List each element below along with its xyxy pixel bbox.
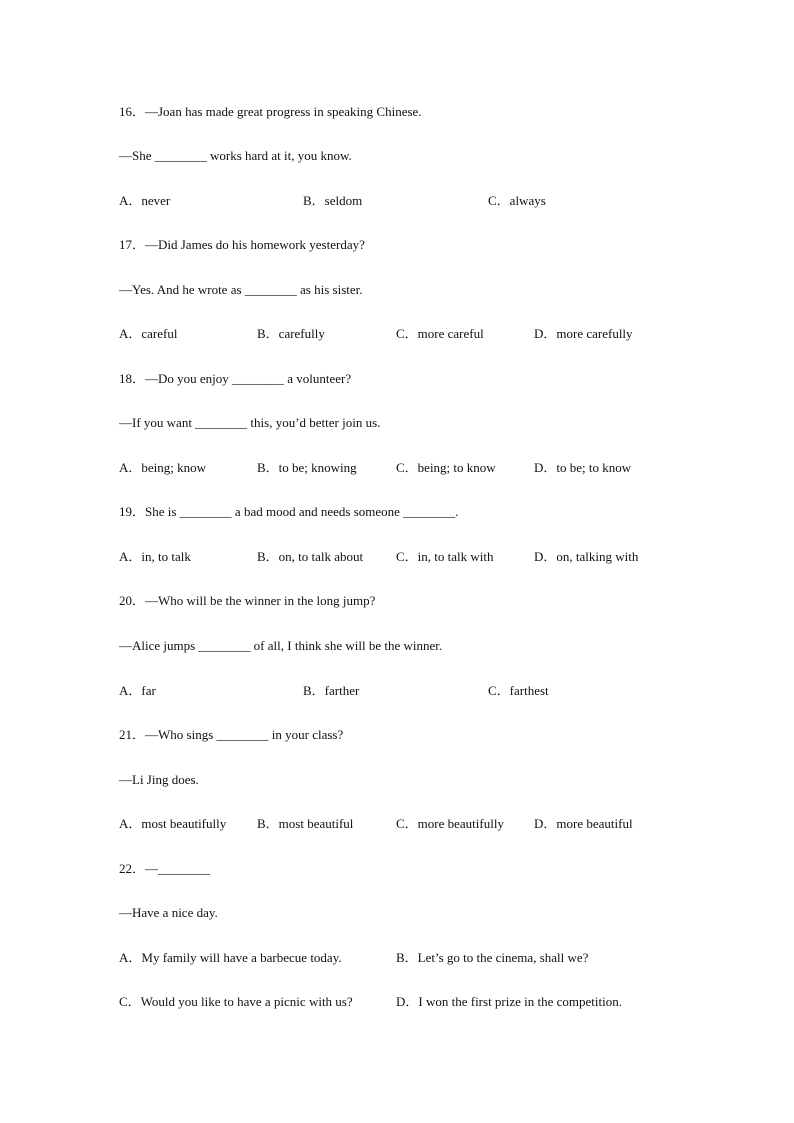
option-a: A．My family will have a barbecue today. (119, 950, 342, 965)
option-c: C．always (488, 193, 546, 208)
question-stem: 20．—Who will be the winner in the long jump? (119, 593, 376, 608)
option-b: B．to be; knowing (257, 460, 357, 475)
option-a: A．far (119, 683, 156, 698)
option-c: C．farthest (488, 683, 549, 698)
question-stem: 16．—Joan has made great progress in speaking Chinese. (119, 104, 422, 119)
option-d: D．I won the first prize in the competition. (396, 994, 623, 1009)
option-a: A．never (119, 193, 171, 208)
question-response: —Have a nice day. (119, 905, 218, 920)
option-d: D．more beautiful (534, 816, 633, 831)
question-response: —She ________ works hard at it, you know. (119, 148, 352, 163)
question-stem: 22．—________ (119, 861, 211, 876)
option-c: C．being; to know (396, 460, 496, 475)
question-stem: 21．—Who sings ________ in your class? (119, 727, 344, 742)
option-d: D．to be; to know (534, 460, 632, 475)
option-a: A．careful (119, 326, 178, 341)
question-stem: 17．—Did James do his homework yesterday? (119, 237, 365, 252)
option-c: C．more careful (396, 326, 484, 341)
option-a: A．most beautifully (119, 816, 227, 831)
option-b: B．most beautiful (257, 816, 354, 831)
question-response: —Alice jumps ________ of all, I think she will be the winner. (119, 638, 443, 653)
option-a: A．being; know (119, 460, 207, 475)
option-c: C．Would you like to have a picnic with us? (119, 994, 353, 1009)
option-b: B．seldom (303, 193, 363, 208)
option-c: C．more beautifully (396, 816, 504, 831)
option-c: C．in, to talk with (396, 549, 494, 564)
question-response: —Yes. And he wrote as ________ as his sister. (119, 282, 363, 297)
option-b: B．carefully (257, 326, 325, 341)
question-response: —If you want ________ this, you’d better join us. (119, 415, 381, 430)
option-a: A．in, to talk (119, 549, 191, 564)
question-stem: 19．She is ________ a bad mood and needs someone ________. (119, 504, 459, 519)
question-stem: 18．—Do you enjoy ________ a volunteer? (119, 371, 352, 386)
option-b: B．Let’s go to the cinema, shall we? (396, 950, 589, 965)
option-b: B．farther (303, 683, 360, 698)
option-d: D．more carefully (534, 326, 633, 341)
option-d: D．on, talking with (534, 549, 639, 564)
question-response: —Li Jing does. (119, 772, 199, 787)
option-b: B．on, to talk about (257, 549, 364, 564)
